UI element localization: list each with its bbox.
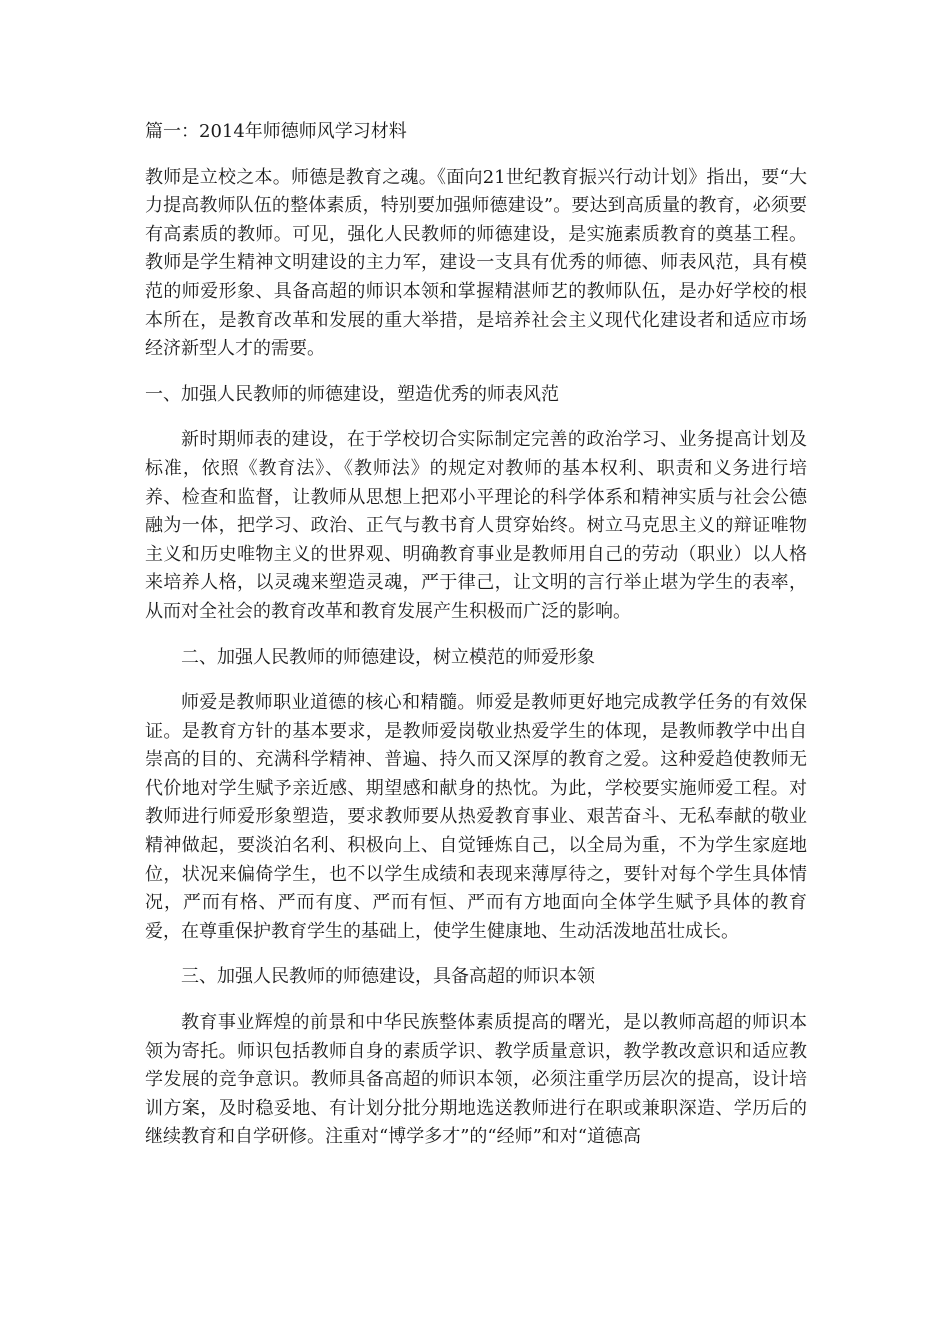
section-3-body: 教育事业辉煌的前景和中华民族整体素质提高的曙光，是以教师高超的师识本领为寄托。师识包括教师自身的素质学识、教学质量意识，教学教改意识和适应教学发展的竞争意识。教师具备高超的师识本领，必须注重学历层次的提高，设计培训方案，及时稳妥地、有计划分批分期地选送教师进行在职或兼职深造、学历后的继续教育和自学研修。注重对“博学多才”的“经师”和对“道德高 [145, 1012, 807, 1148]
intro-paragraph: 教师是立校之本。师德是教育之魂。《面向21世纪教育振兴行动计划》指出，要“大力提高教师队伍的整体素质，特别要加强师德建设”。要达到高质量的教育，必须要有高素质的教师。可见，强化人民教师的师德建设，是实施素质教育的奠基工程。教师是学生精神文明建设的主力军，建设一支具有优秀的师德、师表风范，具有模范的师爱形象、具备高超的师识本领和掌握精湛师艺的教师队伍，是办好学校的根本所在，是教育改革和发展的重大举措，是培养社会主义现代化建设者和适应市场经济新型人才的需要。 [145, 166, 807, 360]
section-3-title: 三、加强人民教师的师德建设，具备高超的师识本领 [181, 966, 595, 988]
document-title: 篇一：2014年师德师风学习材料 [145, 121, 407, 142]
section-2-body: 师爱是教师职业道德的核心和精髓。师爱是教师更好地完成教学任务的有效保证。是教育方针的基本要求，是教师爱岗敬业热爱学生的体现，是教师教学中出自崇高的目的、充满科学精神、普遍、持久而又深厚的教育之爱。这种爱趋使教师无代价地对学生赋予亲近感、期望感和献身的热忱。为此，学校要实施师爱工程。对教师进行师爱形象塑造，要求教师要从热爱教育事业、艰苦奋斗、无私奉献的敬业精神做起，要淡泊名利、积极向上、自觉锤炼自己，以全局为重，不为学生家庭地位，状况来偏倚学生，也不以学生成绩和表现来薄厚待之，要针对每个学生具体情况，严而有格、严而有度、严而有恒、严而有方地面向全体学生赋予具体的教育爱，在尊重保护教育学生的基础上，使学生健康地、生动活泼地茁壮成长。 [145, 692, 807, 942]
section-2-title: 二、加强人民教师的师德建设，树立模范的师爱形象 [181, 646, 595, 668]
document-page [145, 118, 807, 1169]
section-1-body: 新时期师表的建设，在于学校切合实际制定完善的政治学习、业务提高计划及标准，依照《教育法》、《教师法》的规定对教师的基本权利、职责和义务进行培养、检查和监督，让教师从思想上把邓小平理论的科学体系和精神实质与社会公德融为一体，把学习、政治、正气与教书育人贯穿始终。树立马克思主义的辩证唯物主义和历史唯物主义的世界观、明确教育事业是教师用自己的劳动（职业）以人格来培养人格，以灵魂来塑造灵魂，严于律己，让文明的言行举止堪为学生的表率，从而对全社会的教育改革和教育发展产生积极而广泛的影响。 [145, 429, 807, 622]
section-1-title: 一、加强人民教师的师德建设，塑造优秀的师表风范 [145, 383, 559, 405]
